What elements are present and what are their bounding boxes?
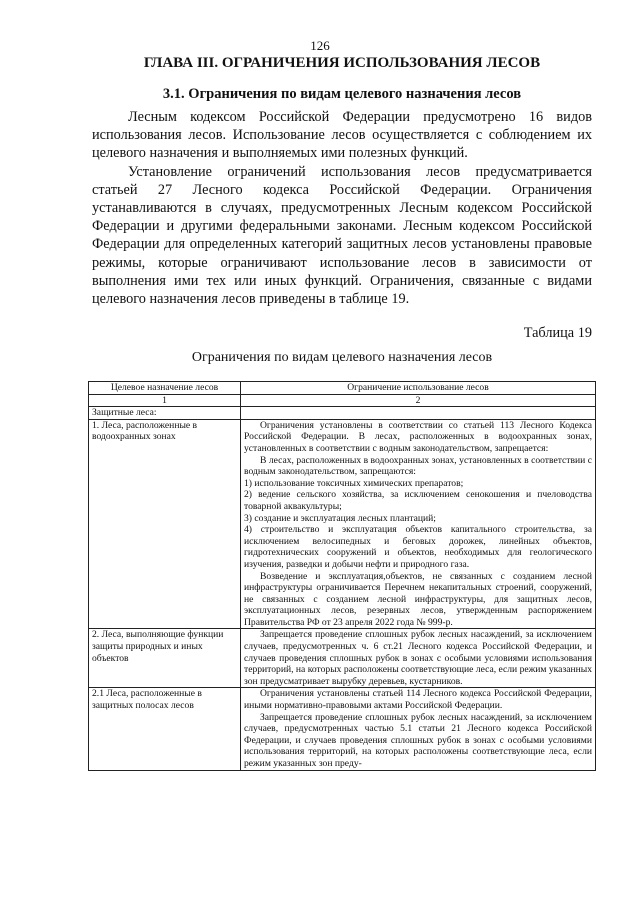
column-header-restriction: Ограничение использование лесов: [241, 382, 596, 395]
table-header-row: [89, 382, 596, 395]
restriction-cell: [241, 419, 596, 629]
restriction-text: В лесах, расположенных в водоохранных зонах, установленных в соответствии с водным законодательством, запрещаются:: [244, 454, 592, 478]
column-header-purpose: Целевое назначение лесов: [89, 382, 241, 395]
restriction-text: Запрещается проведение сплошных рубок лесных насаждений, за исключением случаев, предусмотренных ч. 6 ст.21 Лесного кодекса Российской Федерации, и случаев проведения сплошных рубок в зонах с особыми условиями использования территорий, на которых расположены соответствующие леса, если режим указанных зон предусматривает вырубку деревьев, кустарников.: [244, 629, 593, 687]
column-number: 2: [241, 394, 596, 407]
group-label: Защитные леса:: [89, 407, 241, 420]
restriction-text: 3) создание и эксплуатация лесных плантаций;: [244, 512, 436, 524]
page-number: 126: [310, 38, 330, 53]
restriction-text: Запрещается проведение сплошных рубок лесных насаждений, за исключением случаев, предусмотренных частью 5.1 статьи 21 Лесного кодекса Российской Федерации, и случаев проведения сплошных рубок в зонах с особыми условиями использования территорий, на которых расположены соответствующие леса, если режим указанных зон преду-: [244, 711, 592, 769]
group-row: [89, 407, 596, 420]
column-number: 1: [89, 394, 241, 407]
body-text: [92, 108, 592, 308]
paragraph: Установление ограничений использования лесов предусматривается статьей 27 Лесного кодекса Российской Федерации. Ограничения устанавливаются в случаях, предусмотренных Лесным кодексом Российской Федерации и другими федеральными законами. Лесным кодексом Российской Федерации для определенных категорий защитных лесов установлены правовые режимы, которые ограничивают использование лесов в зависимости от выполнения ими тех или иных функций. Ограничения, связанные с видами целевого назначения лесов приведены в таблице 19.: [92, 163, 592, 308]
restriction-text: Возведение и эксплуатация,объектов, не связанных с созданием лесной инфраструктуры ограничивается Перечнем некапитальных строений, сооружений, не связанных с созданием лесной инфраструктуры, для защитных лесов, эксплуатационных лесов, резервных лесов, утвержденным распоряжением Правительства РФ от 23 апреля 2022 года № 999-р.: [244, 570, 592, 628]
restriction-cell: [241, 688, 596, 770]
table-label: Таблица 19: [523, 325, 592, 341]
restriction-text: 1) использование токсичных химических препаратов;: [244, 477, 464, 489]
table-row: [89, 688, 596, 770]
restriction-text: 2) ведение сельского хозяйства, за исключением сенокошения и пчеловодства товарной аквакультуры;: [244, 489, 592, 512]
purpose-cell: 1. Леса, расположенные в водоохранных зонах: [89, 419, 241, 629]
chapter-title: ГЛАВА III. ОГРАНИЧЕНИЯ ИСПОЛЬЗОВАНИЯ ЛЕСОВ: [143, 55, 541, 71]
section-title: 3.1. Ограничения по видам целевого назначения лесов: [162, 86, 522, 102]
column-number-row: [89, 394, 596, 407]
purpose-cell: 2.1 Леса, расположенные в защитных полосах лесов: [89, 688, 241, 770]
table-row: [89, 629, 596, 688]
restriction-text: Ограничения установлены статьей 114 Лесного кодекса Российской Федерации, иными нормативно-правовыми актами Российской Федерации.: [244, 688, 592, 712]
restriction-cell: [241, 629, 596, 688]
restriction-text: 4) строительство и эксплуатация объектов капитального строительства, за исключением велосипедных и беговых дорожек, линейных объектов, гидротехнических сооружений и объектов, необходимых для геологического изучения, разведки и добычи нефти и природного газа.: [244, 524, 592, 570]
table-row: [89, 419, 596, 629]
purpose-cell: 2. Леса, выполняющие функции защиты природных и иных объектов: [89, 629, 241, 688]
restriction-text: Ограничения установлены в соответствии со статьей 113 Лесного Кодекса Российской Федерации. В лесах, расположенных в водоохранных зонах, установленных в соответствии с водным законодательством, запрещается:: [244, 419, 592, 454]
paragraph: Лесным кодексом Российской Федерации предусмотрено 16 видов использования лесов. Использование лесов осуществляется с соблюдением их целевого назначения и выполняемых ими полезных функций.: [92, 109, 592, 162]
empty-cell: [241, 407, 596, 420]
restrictions-table: [88, 381, 596, 771]
table-caption: Ограничения по видам целевого назначения лесов: [191, 350, 493, 365]
